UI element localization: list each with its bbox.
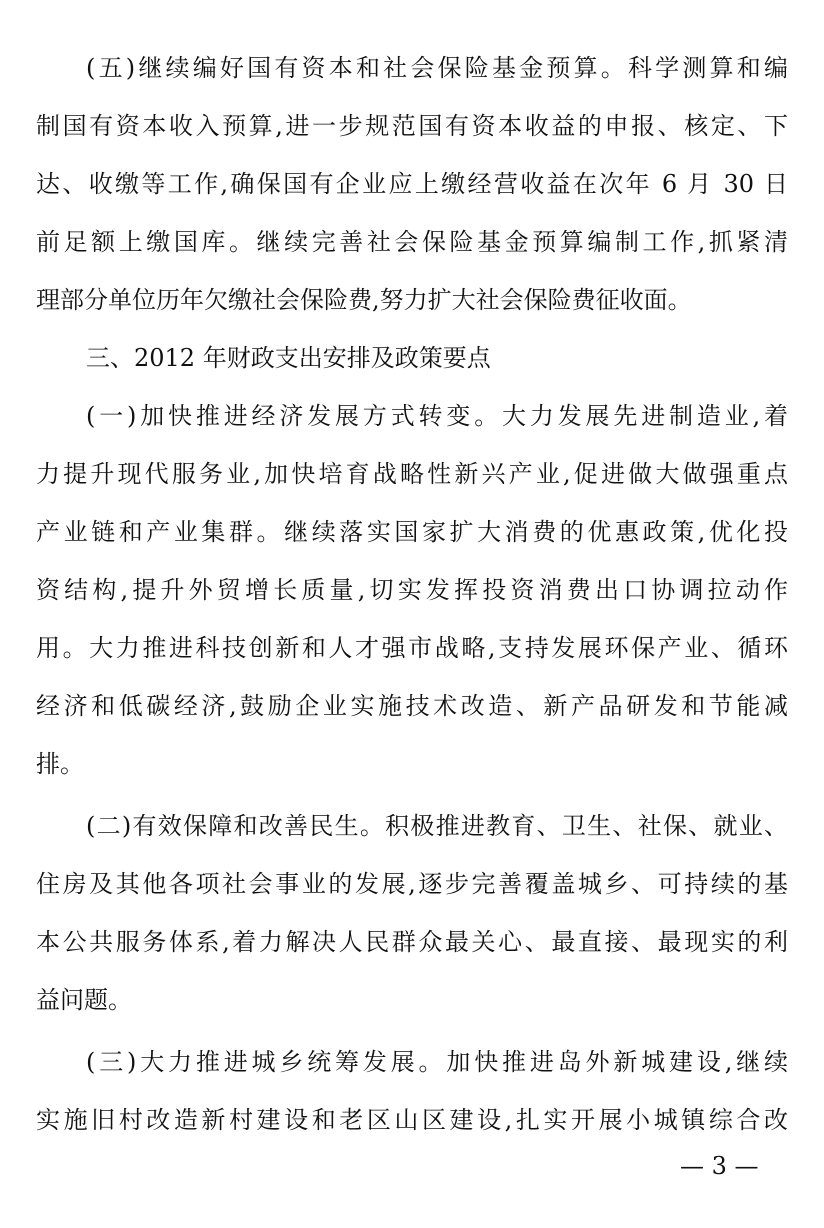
section-heading: 三、2012 年财政支出安排及政策要点: [86, 344, 491, 372]
paragraph-5-line-4: 前足额上缴国库。继续完善社会保险基金预算编制工作,抓紧清: [36, 228, 788, 256]
paragraph-1-line-6: 经济和低碳经济,鼓励企业实施技术改造、新产品研发和节能减: [36, 692, 788, 720]
paragraph-1-line-3: 产业链和产业集群。继续落实国家扩大消费的优惠政策,优化投: [36, 518, 788, 546]
paragraph-1-line-4: 资结构,提升外贸增长质量,切实发挥投资消费出口协调拉动作: [36, 576, 788, 604]
paragraph-2-line-1: (二)有效保障和改善民生。积极推进教育、卫生、社保、就业、: [86, 812, 788, 840]
paragraph-5-line-3: 达、收缴等工作,确保国有企业应上缴经营收益在次年 6 月 30 日: [36, 170, 788, 198]
paragraph-5-line-2: 制国有资本收入预算,进一步规范国有资本收益的申报、核定、下: [36, 112, 788, 140]
paragraph-2-line-4: 益问题。: [36, 986, 132, 1014]
paragraph-1-line-7: 排。: [36, 750, 84, 778]
paragraph-1-line-2: 力提升现代服务业,加快培育战略性新兴产业,促进做大做强重点: [36, 460, 788, 488]
paragraph-2-line-3: 本公共服务体系,着力解决人民群众最关心、最直接、最现实的利: [36, 928, 788, 956]
paragraph-5-line-1: (五)继续编好国有资本和社会保险基金预算。科学测算和编: [86, 54, 788, 82]
paragraph-3-line-2: 实施旧村改造新村建设和老区山区建设,扎实开展小城镇综合改: [36, 1106, 788, 1134]
paragraph-2-line-2: 住房及其他各项社会事业的发展,逐步完善覆盖城乡、可持续的基: [36, 870, 788, 898]
paragraph-1-line-5: 用。大力推进科技创新和人才强市战略,支持发展环保产业、循环: [36, 634, 788, 662]
paragraph-1-line-1: (一)加快推进经济发展方式转变。大力发展先进制造业,着: [86, 402, 788, 430]
paragraph-5-line-5: 理部分单位历年欠缴社会保险费,努力扩大社会保险费征收面。: [36, 286, 692, 314]
paragraph-3-line-1: (三)大力推进城乡统筹发展。加快推进岛外新城建设,继续: [86, 1048, 788, 1076]
page-number: — 3 —: [680, 1152, 759, 1180]
